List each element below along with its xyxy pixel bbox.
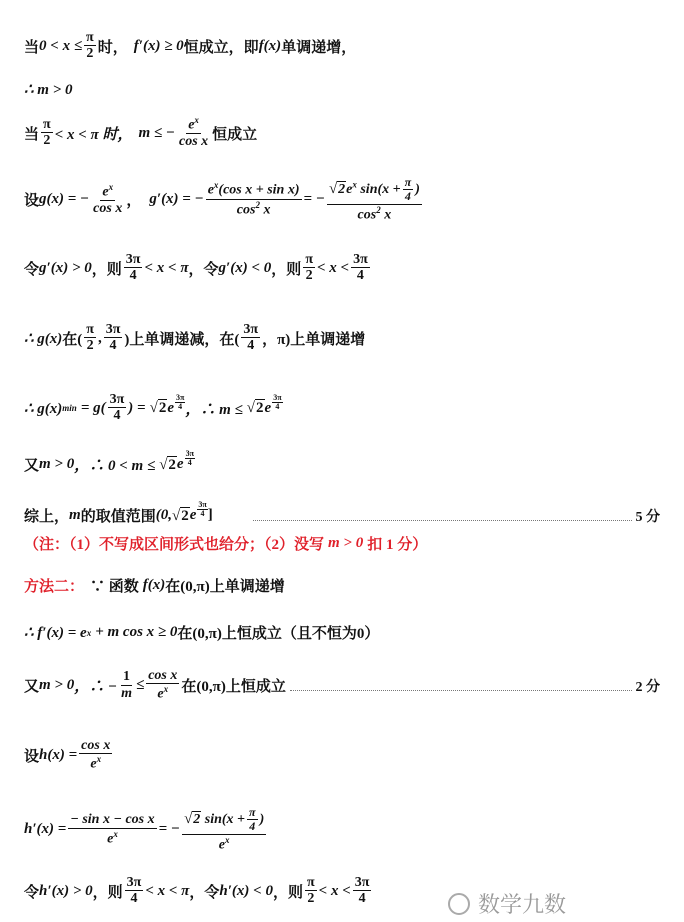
denominator: [105, 829, 120, 848]
math: ∴ m > 0: [24, 82, 73, 98]
radicand: 2: [158, 400, 167, 417]
math: = −: [158, 821, 181, 838]
numerator: cos x: [81, 738, 111, 753]
denominator: 4: [275, 401, 280, 411]
math: < x < π: [145, 882, 190, 899]
base: e: [107, 831, 114, 847]
exponent-fraction: [197, 501, 207, 518]
text: )上单调递减，在(: [124, 331, 240, 348]
fraction: [146, 668, 179, 703]
text: 单调递增，: [281, 39, 357, 56]
subscript: min: [62, 403, 77, 414]
line-1: [24, 30, 356, 62]
base: e: [157, 687, 164, 703]
fraction: [247, 806, 258, 834]
math: < x < π 时，: [54, 126, 133, 143]
math: (0,: [155, 507, 172, 523]
denominator: cos x: [178, 134, 209, 150]
fraction: [353, 875, 372, 907]
math: f′(x) ≥ 0: [133, 37, 184, 54]
fraction: [68, 812, 156, 847]
text: ∵ 函数: [90, 579, 139, 595]
text: 在(: [62, 331, 83, 348]
denominator: 4: [178, 401, 183, 411]
base: e: [90, 757, 97, 773]
base: e: [218, 837, 225, 853]
text: ，令: [188, 261, 219, 278]
numerator: π: [86, 30, 94, 45]
radical-sign: √: [149, 400, 158, 417]
fraction: [125, 875, 144, 907]
text: 在(0,π)上恒成立: [181, 679, 286, 696]
superscript: 2: [255, 199, 260, 210]
base: cos: [357, 207, 377, 223]
math: ) =: [128, 399, 146, 416]
fraction: [108, 392, 127, 424]
fraction: [104, 322, 123, 354]
text: ,: [97, 329, 102, 346]
denominator: 2: [43, 133, 51, 149]
text: 综上，: [24, 509, 70, 525]
numerator: 3π: [185, 449, 194, 458]
superscript: x: [224, 834, 230, 845]
numerator: 3π: [105, 322, 121, 337]
numerator: π: [43, 116, 51, 132]
expr: x: [259, 202, 271, 218]
text: 设: [24, 749, 40, 766]
numerator: cos x: [148, 668, 178, 683]
text: 当: [24, 126, 40, 143]
base: e: [346, 182, 353, 198]
expr: ): [415, 182, 420, 198]
math: ，∴ 0 < m ≤: [74, 458, 156, 474]
line-5: [24, 252, 372, 284]
wechat-logo-icon: [448, 893, 470, 915]
fraction: [41, 117, 53, 149]
method-label: 方法二：: [24, 579, 85, 595]
watermark: [448, 888, 566, 919]
math: < x <: [316, 259, 350, 276]
numerator: − sin x − cos x: [70, 812, 155, 828]
math: = g(: [80, 399, 106, 416]
denominator: [155, 684, 170, 703]
text: 时，: [97, 39, 128, 56]
text: 恒成立，即: [183, 39, 259, 56]
denominator: 4: [109, 338, 117, 354]
text: （注：（1）不写成区间形式也给分；（2）没写: [24, 537, 325, 553]
math: g(x) = −: [39, 191, 90, 208]
math: g′(x) < 0: [218, 259, 272, 276]
denominator: cos x: [93, 200, 123, 216]
denominator: 4: [129, 268, 137, 284]
numerator: [186, 116, 201, 134]
numerator: [182, 806, 266, 835]
text: ，令: [189, 884, 220, 901]
expr: sin(x +: [356, 182, 401, 198]
numerator: π: [86, 322, 94, 337]
dotted-leader: [253, 510, 632, 521]
numerator: 3π: [243, 322, 259, 337]
text: ，: [126, 193, 142, 210]
numerator: 3π: [273, 392, 282, 402]
superscript: x: [108, 181, 114, 192]
numerator: 3π: [353, 252, 368, 267]
radicand: 2: [181, 507, 189, 524]
base: e: [167, 399, 174, 416]
radical-sign: √: [246, 400, 256, 417]
base: cos: [236, 202, 256, 218]
line-13: [24, 668, 660, 703]
text: 又: [24, 458, 40, 474]
denominator: 2: [86, 338, 94, 354]
radicand: 2: [338, 182, 346, 198]
radicand: 2: [193, 812, 201, 828]
denominator: m: [121, 685, 132, 701]
numerator: π: [249, 805, 256, 819]
sqrt: [184, 811, 201, 828]
math: ∴ g(x): [24, 400, 63, 417]
numerator: 3π: [175, 392, 185, 402]
score-label: 5 分: [635, 509, 660, 525]
fraction: [241, 322, 260, 354]
line-12: [24, 622, 379, 643]
numerator: 3π: [354, 875, 370, 890]
radicand: 2: [256, 400, 264, 417]
exponent-fraction: [175, 394, 185, 411]
line-11: [24, 575, 285, 596]
numerator: [327, 176, 422, 205]
base: e: [264, 399, 272, 416]
math: f(x): [142, 577, 166, 593]
base: e: [207, 183, 214, 199]
sqrt: [172, 507, 190, 525]
fraction: [303, 252, 315, 284]
denominator: 4: [358, 891, 366, 907]
sqrt: [247, 399, 265, 417]
fraction: [84, 322, 96, 354]
line-2: [24, 80, 73, 99]
math: ≤: [135, 677, 145, 694]
numerator: 3π: [109, 392, 125, 407]
denominator: [356, 205, 394, 224]
math: m > 0: [328, 535, 364, 551]
text: 当: [24, 39, 40, 56]
line-6: [24, 322, 365, 354]
expr: x: [380, 207, 392, 223]
line-4: [24, 176, 424, 224]
denominator: 2: [305, 268, 313, 284]
fraction: [84, 30, 96, 62]
numerator: π: [404, 175, 412, 189]
denominator: 4: [249, 819, 256, 834]
sqrt: [329, 181, 346, 198]
math: m: [69, 507, 81, 523]
text: ，则: [91, 261, 122, 278]
math: h′(x) > 0: [39, 882, 93, 899]
math: < x <: [318, 882, 351, 899]
numerator: π: [307, 875, 315, 890]
fraction: [206, 181, 302, 218]
radicand: 2: [168, 456, 176, 473]
numerator: π: [305, 252, 313, 267]
denominator: 4: [356, 268, 364, 284]
fraction: [403, 176, 414, 204]
base: e: [189, 507, 197, 523]
math: ∴ g(x): [24, 330, 63, 347]
superscript: x: [194, 115, 199, 125]
denominator: [235, 200, 273, 219]
line-7: [24, 392, 283, 424]
text: ，则: [92, 884, 123, 901]
math: g′(x) > 0: [39, 259, 92, 276]
radical-sign: √: [328, 181, 338, 198]
denominator: 4: [187, 458, 192, 467]
numerator: 3π: [125, 252, 141, 267]
math: m > 0: [39, 677, 75, 694]
math: + m cos x ≥ 0: [95, 624, 178, 640]
math: < x < π: [144, 259, 189, 276]
math: ，∴ −: [74, 679, 118, 696]
superscript: x: [96, 754, 102, 765]
math: ∴ f′(x) = e: [24, 625, 87, 641]
denominator: 4: [130, 891, 138, 907]
fraction: [305, 875, 317, 907]
superscript: x: [86, 627, 92, 638]
line-16: [24, 875, 373, 907]
line-14: [24, 738, 114, 773]
math: m ≤ −: [138, 124, 175, 141]
numerator: 1: [123, 669, 131, 685]
math: h(x) =: [39, 747, 78, 764]
math: g′(x) = −: [149, 191, 204, 208]
fraction: [327, 176, 422, 224]
text: 设: [24, 193, 40, 210]
numerator: 3π: [126, 875, 142, 890]
text: 在(0,π)上单调递增: [165, 579, 285, 595]
fraction: [91, 183, 124, 217]
text: 扣 1 分）: [367, 537, 428, 553]
denominator: 4: [200, 509, 205, 518]
radical-sign: √: [184, 811, 193, 828]
numerator: [100, 183, 115, 201]
expr: ): [259, 812, 265, 828]
base: e: [188, 117, 195, 133]
score-label: 2 分: [635, 679, 660, 695]
math: = −: [303, 191, 325, 208]
superscript: x: [213, 180, 219, 191]
text: 又: [24, 679, 40, 696]
math: h′(x) =: [24, 821, 67, 838]
text: ，则: [271, 261, 302, 278]
fraction: [79, 738, 112, 773]
sqrt: [150, 399, 168, 417]
line-15: [24, 806, 268, 854]
denominator: 4: [404, 189, 411, 204]
fraction: [177, 116, 210, 150]
sqrt: [159, 456, 177, 474]
math: h′(x) < 0: [219, 882, 273, 899]
text: ，则: [272, 884, 303, 901]
numerator: [206, 181, 302, 199]
fraction: [119, 669, 134, 701]
watermark-text: 数学九数: [478, 893, 567, 918]
line-3: [24, 116, 257, 150]
fraction: [182, 806, 266, 854]
math: m > 0: [39, 456, 75, 472]
exponent-fraction: [272, 394, 282, 411]
superscript: x: [113, 828, 118, 839]
fraction: [351, 252, 370, 284]
math: 0 < x ≤: [39, 37, 83, 54]
expr: sin(x +: [201, 812, 246, 828]
dotted-leader: [290, 680, 632, 691]
math: f(x): [258, 37, 282, 54]
base: e: [102, 184, 109, 200]
denominator: 2: [86, 46, 94, 62]
denominator: 2: [307, 891, 315, 907]
line-10-note: [24, 533, 427, 554]
text: 的取值范围: [80, 509, 156, 525]
denominator: [88, 754, 103, 773]
radical-sign: √: [171, 507, 181, 524]
text: 令: [24, 261, 40, 278]
fraction: [124, 252, 143, 284]
superscript: x: [163, 684, 169, 695]
text: ，π)上单调递增: [262, 331, 366, 348]
expr: (cos x + sin x): [218, 183, 300, 199]
denominator: 4: [113, 408, 121, 424]
denominator: [217, 835, 232, 854]
denominator: 4: [247, 338, 255, 354]
text: 在(0,π)上恒成立（且不恒为0）: [177, 626, 380, 642]
math: ]: [207, 507, 213, 523]
math: ，∴ m ≤: [185, 401, 243, 418]
radical-sign: √: [159, 456, 168, 473]
exponent-fraction: [185, 450, 195, 467]
base: e: [176, 456, 184, 472]
superscript: 2: [376, 204, 381, 215]
numerator: 3π: [198, 500, 207, 509]
superscript: x: [352, 179, 357, 190]
text: 恒成立: [212, 126, 258, 143]
text: 令: [24, 884, 40, 901]
